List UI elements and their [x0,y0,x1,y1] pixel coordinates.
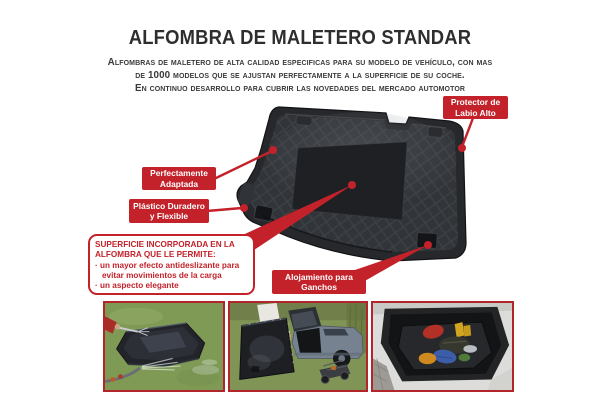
callout-label: Alojamiento para Ganchos [285,271,353,292]
callout-alojamiento-ganchos [272,270,366,294]
callout-superficie-box [88,234,255,295]
mat-carried-to-car-photo [228,301,368,392]
superficie-heading: SUPERFICIE INCORPORADA EN LA ALFOMBRA QUE LE PERMITE: [95,240,235,260]
carried-mat [240,318,294,379]
mat-being-washed-photo [103,301,225,392]
trunk-scene [373,303,512,390]
superficie-bullet: · un aspecto elegante [95,281,179,291]
callout-perfectamente-adaptada [142,167,216,190]
washing-scene [105,303,223,390]
mat-loaded-in-trunk-photo [371,301,514,392]
loading-scene [230,303,366,390]
description-line: Alfombras de maletero de alta calidad especificas para su modelo de vehículo, con mas [107,57,493,68]
description-line: de 1000 modelos que se ajustan perfectamente a la superficie de su coche. [135,70,465,81]
callout-protector-labio-alto [443,96,508,119]
superficie-bullet: · un mayor efecto antideslizante para evitar movimientos de la carga [95,260,240,280]
callout-label: Perfectamente Adaptada [150,168,208,189]
page-title: ALFOMBRA DE MALETERO STANDAR [128,27,472,49]
photo-strip [103,301,514,392]
callout-label: Protector de Labio Alto [450,97,501,118]
description-line: En continuo desarrollo para cubrir las novedades del mercado automotor [134,83,466,94]
callout-label: Plástico Duradero y Flexible [133,200,205,221]
callout-plastico-duradero [129,199,209,223]
